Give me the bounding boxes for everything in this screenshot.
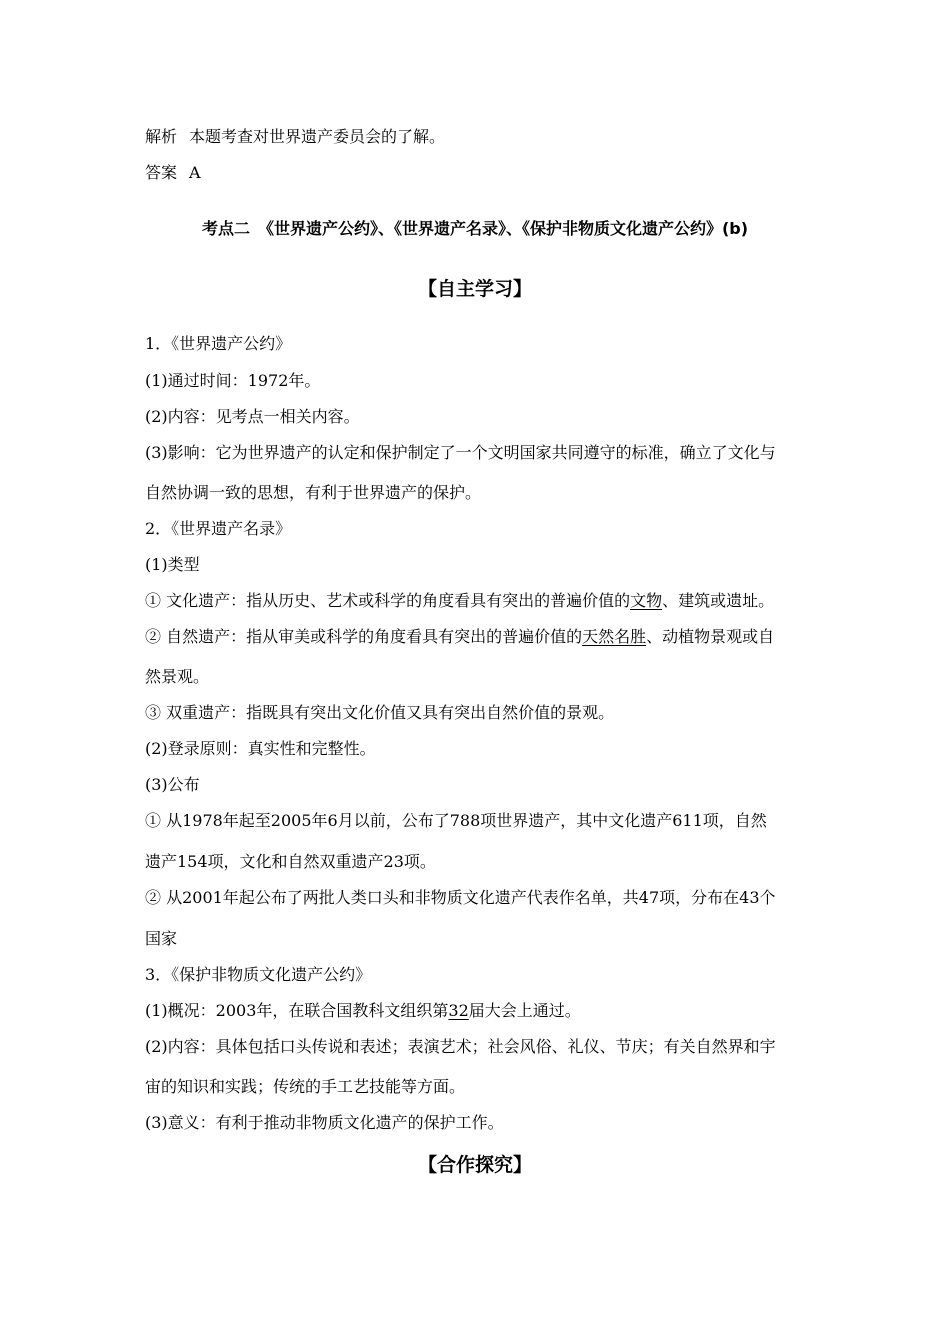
ich-overview-text: (1)概况：2003年，在联合国教科文组织第: [145, 1001, 449, 1020]
ich-overview-tail: 届大会上通过。: [468, 1001, 581, 1020]
analysis-line: [145, 126, 445, 148]
ich-content-2: 宙的知识和实践；传统的手工艺技能等方面。: [145, 1077, 466, 1096]
cultural-tail: 、建筑或遗址。: [662, 591, 775, 610]
analysis-text: 本题考查对世界遗产委员会的了解。: [189, 127, 446, 146]
kaodian-title: 考点二 《世界遗产公约》、《世界遗产名录》、《保护非物质文化遗产公约》(b): [201, 219, 749, 238]
cultural-underlined: 文物: [630, 591, 663, 610]
ich-title: 3．《保护非物质文化遗产公约》: [145, 965, 372, 984]
convention-impact-2: 自然协调一致的思想，有利于世界遗产的保护。: [145, 483, 482, 502]
answer-line: [145, 162, 201, 184]
ich-meaning: (3)意义：有利于推动非物质文化遗产的保护工作。: [145, 1113, 504, 1132]
answer-text: A: [189, 163, 201, 182]
list-publish-label: (3)公布: [145, 775, 200, 794]
natural-underlined: 天然名胜: [582, 627, 647, 646]
analysis-label: 解析: [145, 127, 178, 146]
list-publish-2b: 国家: [145, 929, 178, 948]
convention-title: 1．《世界遗产公约》: [145, 334, 292, 353]
natural-tail: 、动植物景观或自: [646, 627, 775, 646]
list-publish-2a: ② 从2001年起公布了两批人类口头和非物质文化遗产代表作名单，共47项，分布在43个: [145, 888, 776, 907]
list-mixed: ③ 双重遗产：指既具有突出文化价值又具有突出自然价值的景观。: [145, 703, 615, 722]
section-head-self-study: 【自主学习】: [417, 278, 532, 300]
list-publish-1b: 遗产154项，文化和自然双重遗产23项。: [145, 852, 436, 871]
convention-time: (1)通过时间：1972年。: [145, 371, 321, 390]
list-publish-1a: ① 从1978年起至2005年6月以前，公布了788项世界遗产，其中文化遗产611项，自然: [145, 811, 767, 830]
list-title: 2．《世界遗产名录》: [145, 519, 292, 538]
list-cultural: [145, 590, 774, 612]
list-natural-2: 然景观。: [145, 667, 210, 686]
section-head-cooperative: 【合作探究】: [417, 1154, 532, 1176]
cultural-text: ① 文化遗产：指从历史、艺术或科学的角度看具有突出的普遍价值的: [145, 591, 631, 610]
convention-content: (2)内容：见考点一相关内容。: [145, 407, 360, 426]
answer-label: 答案: [145, 163, 178, 182]
natural-text: ② 自然遗产：指从审美或科学的角度看具有突出的普遍价值的: [145, 627, 583, 646]
ich-overview-underlined: 32: [448, 1001, 469, 1020]
list-principle: (2)登录原则：真实性和完整性。: [145, 739, 376, 758]
list-type-label: (1)类型: [145, 555, 200, 574]
ich-overview: [145, 1000, 581, 1022]
convention-impact-1: (3)影响：它为世界遗产的认定和保护制定了一个文明国家共同遵守的标准，确立了文化与: [145, 443, 776, 462]
ich-content-1: (2)内容：具体包括口头传说和表述；表演艺术；社会风俗、礼仪、节庆；有关自然界和宇: [145, 1037, 776, 1056]
list-natural: [145, 626, 774, 648]
